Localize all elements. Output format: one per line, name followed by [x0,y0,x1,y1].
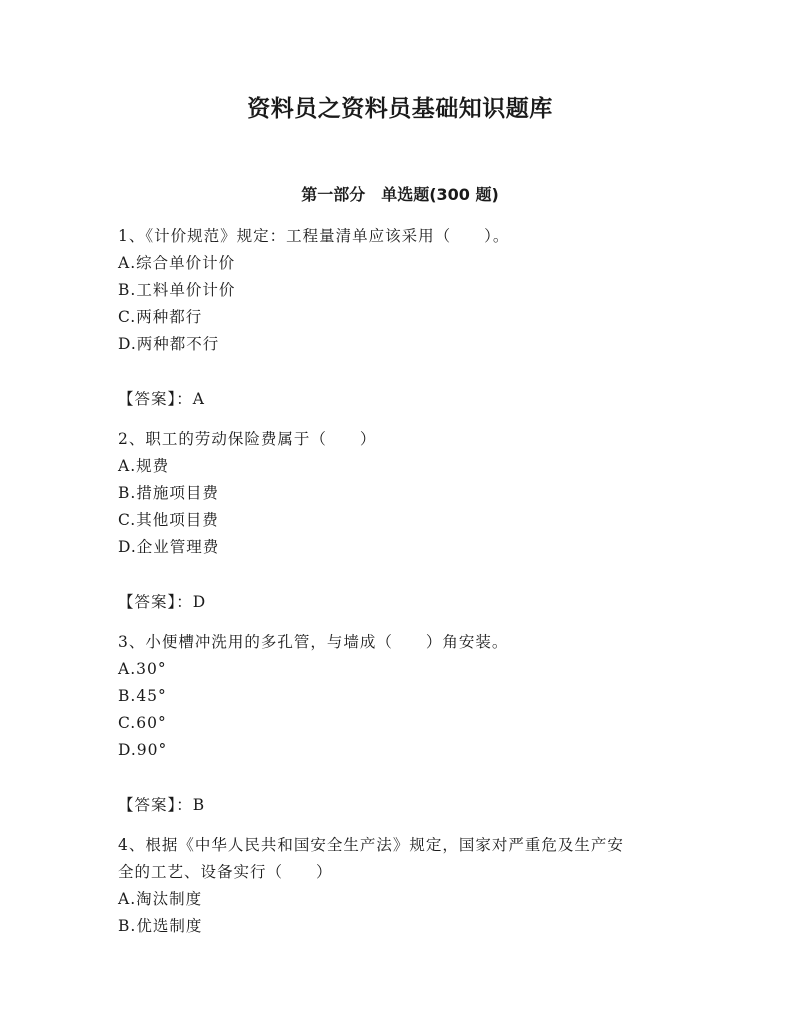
option-d: D.两种都不行 [118,335,220,353]
option-c: C.60° [118,714,167,732]
option-a: A.综合单价计价 [118,254,236,272]
option-a: A.规费 [118,457,170,475]
answer-2: 【答案】：D [118,593,207,611]
section-title: 第一部分 单选题(300 题) [301,185,499,204]
answer-3: 【答案】：B [118,796,206,814]
question-2 [118,426,688,561]
option-b: B.45° [118,687,167,705]
question-4 [118,832,688,940]
question-3 [118,629,688,764]
question-stem: 1、《计价规范》规定：工程量清单应该采用（ ）。 [118,227,510,245]
document-title: 资料员之资料员基础知识题库 [247,96,553,122]
option-c: C.其他项目费 [118,511,219,529]
option-b: B.措施项目费 [118,484,219,502]
question-stem-line-1: 4、根据《中华人民共和国安全生产法》规定，国家对严重危及生产安 [118,836,624,854]
question-stem: 2、职工的劳动保险费属于（ ） [118,430,377,448]
option-b: B.优选制度 [118,917,203,935]
answer-1: 【答案】：A [118,390,205,408]
option-b: B.工料单价计价 [118,281,236,299]
question-1 [118,223,688,358]
option-d: D.企业管理费 [118,538,220,556]
option-c: C.两种都行 [118,308,203,326]
question-stem-line-2: 全的工艺、设备实行（ ） [118,863,333,881]
question-stem: 3、小便槽冲洗用的多孔管，与墙成（ ）角安装。 [118,633,509,651]
option-a: A.30° [118,660,167,678]
option-d: D.90° [118,741,168,759]
option-a: A.淘汰制度 [118,890,203,908]
